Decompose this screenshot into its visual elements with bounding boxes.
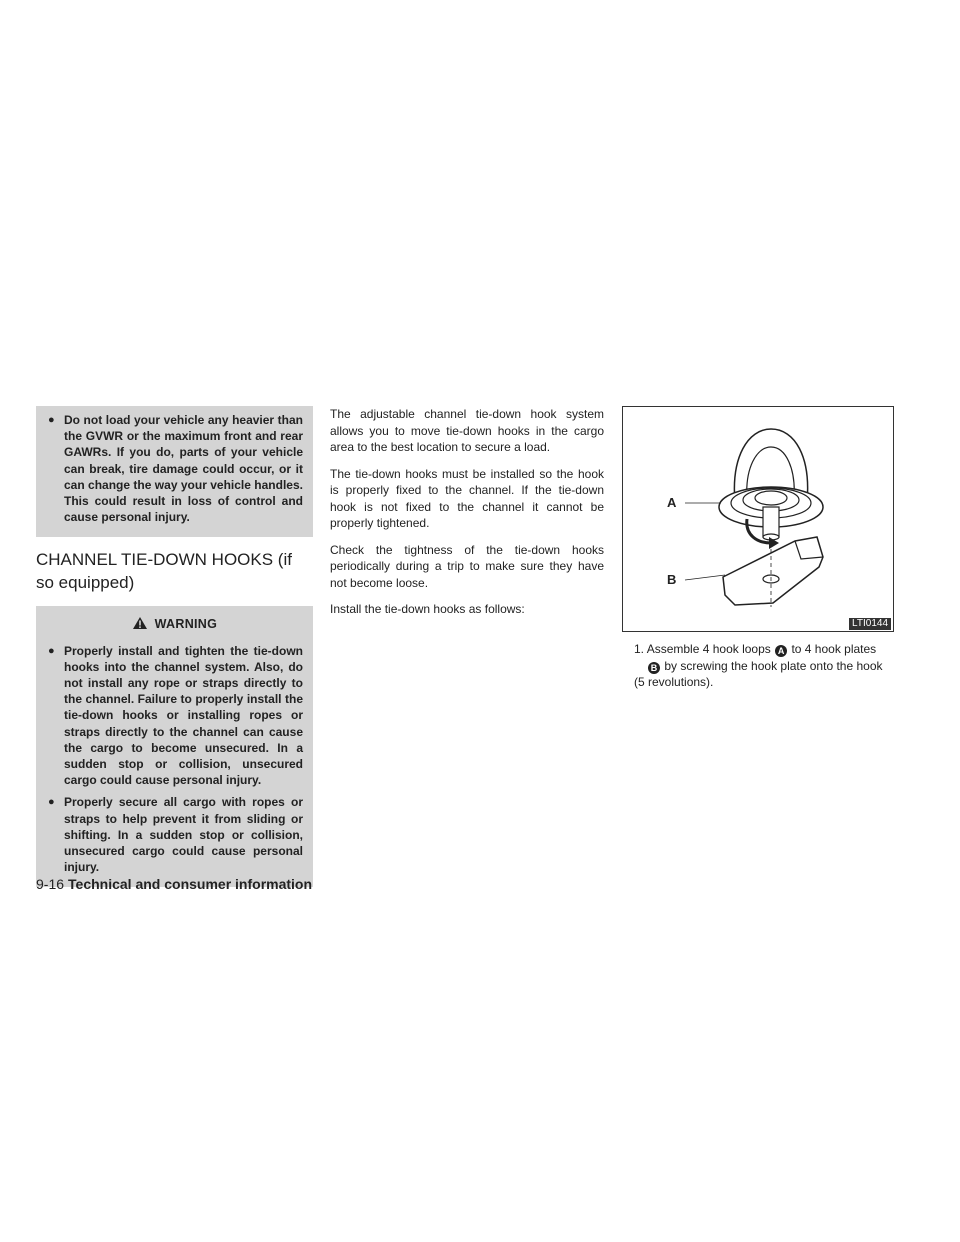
warning-item (46, 412, 303, 525)
warning-triangle-icon (132, 616, 148, 634)
footer-title: Technical and consumer information (68, 876, 313, 892)
marker-a-icon: A (775, 645, 787, 657)
figure-code: LTI0144 (849, 618, 891, 630)
warning-item (46, 794, 303, 875)
step-number: 1. (634, 642, 645, 656)
hook-figure (622, 406, 894, 632)
section-title: CHANNEL TIE-DOWN HOOKS (if so equipped) (36, 550, 292, 593)
page-footer (36, 876, 312, 892)
warning-header (46, 612, 303, 642)
warning-item-text: Do not load your vehicle any heavier than the GVWR or the maximum front and rear GAWRs. If you do, parts of your vehicle can break, tire damage could occur, or it can change the way your vehicle handles. This could result in loss of control and cause personal injury. (64, 413, 303, 525)
paragraph: The tie-down hooks must be installed so the hook is properly fixed to the channel. If the tie-down hook is not fixed to the channel it cannot be properly tightened. (330, 466, 604, 530)
warning-item (46, 643, 303, 789)
paragraph: Install the tie-down hooks as follows: (330, 602, 525, 616)
step-text: by screwing the hook plate onto the hook (5 revolutions). (634, 658, 883, 689)
label-a: A (667, 495, 677, 510)
paragraph: The adjustable channel tie-down hook system allows you to move tie-down hooks in the cargo area to the best location to secure a load. (330, 407, 604, 454)
middle-column (330, 406, 604, 628)
step-text: Assemble 4 hook loops (646, 642, 771, 656)
marker-b-icon: B (648, 662, 660, 674)
warning-item-text: Properly secure all cargo with ropes or straps to help prevent it from sliding or shifting. In a sudden stop or collision, unsecured cargo could cause personal injury. (64, 795, 303, 875)
bullet-icon: ● (48, 414, 55, 426)
bullet-icon: ● (48, 796, 55, 809)
bullet-icon: ● (48, 644, 55, 657)
page-number: 9-16 (36, 876, 65, 892)
tie-down-hook-illustration (623, 407, 893, 631)
label-b: B (667, 572, 677, 587)
right-column (622, 406, 896, 691)
step-1 (622, 641, 896, 691)
warning-box (36, 606, 313, 887)
warning-item-text: Properly install and tighten the tie-down hooks into the channel system. Also, do not install any rope or straps directly to the channel. Failure to properly install the tie-down hooks or installing ropes or straps directly to the channel can cause the cargo to become unsecured. In a sudden stop or collision, unsecured cargo could cause personal injury. (64, 643, 303, 788)
paragraph: Check the tightness of the tie-down hooks periodically during a trip to make sure they have not become loose. (330, 542, 604, 590)
warning-continued-box (36, 406, 313, 537)
step-text: to 4 hook plates (791, 642, 877, 656)
left-column (36, 406, 313, 887)
warning-header-text: WARNING (154, 617, 218, 632)
